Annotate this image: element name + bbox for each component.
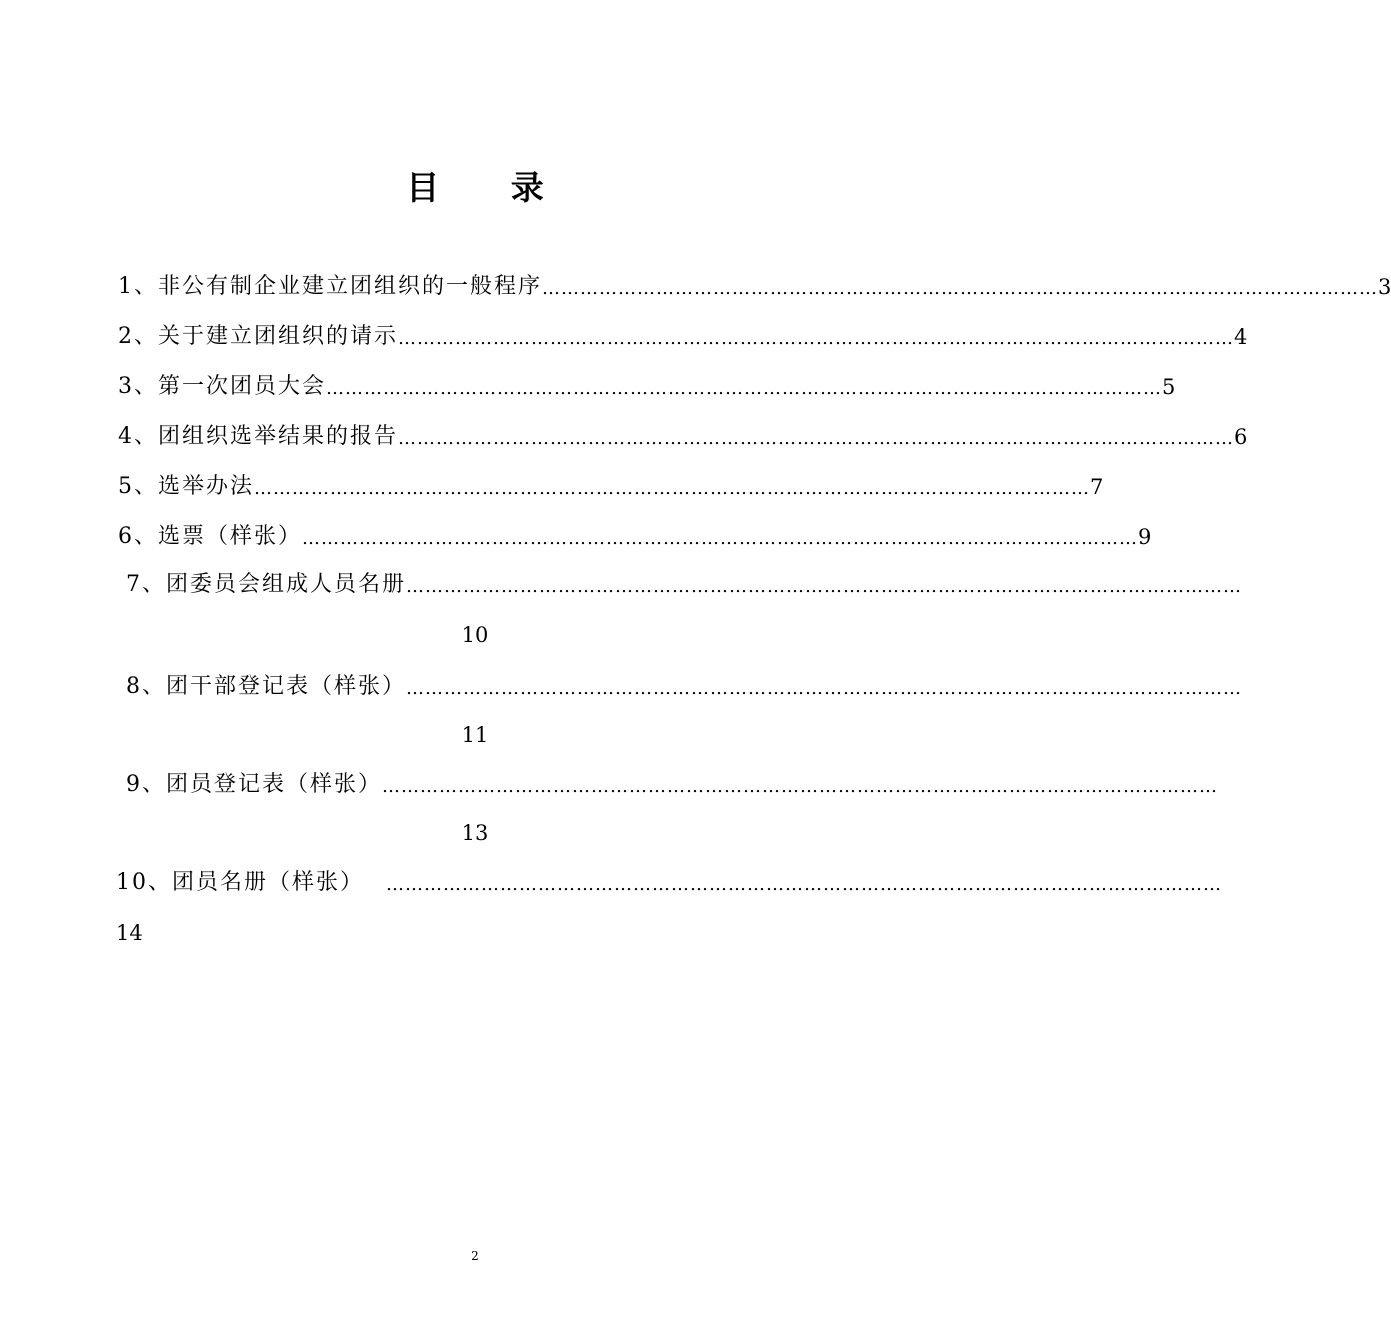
toc-leader-dots: …………………………………………………………………………………………………………………… [406,576,1242,597]
toc-entry-label: 3、第一次团员大会 [118,374,326,399]
toc-page-number: 4 [1234,325,1248,349]
toc-entry[interactable] [126,770,1218,800]
toc-entry-label: 2、关于建立团组织的请示 [118,324,398,349]
toc-entry[interactable] [118,522,1152,552]
toc-page-number: 11 [461,723,489,747]
toc-leader-dots: …………………………………………………………………………………………………………………… [542,278,1378,299]
toc-entry[interactable] [118,322,1248,352]
toc-entry[interactable] [118,272,1391,302]
toc-entry[interactable] [118,472,1104,502]
toc-leader-dots: …………………………………………………………………………………………………………………… [398,428,1234,449]
footer-page-number: 2 [471,1249,479,1263]
toc-page-number: 13 [461,821,489,845]
toc-leader-dots: …………………………………………………………………………………………………………………… [326,378,1162,399]
toc-page-number: 7 [1090,475,1104,499]
toc-entry-label: 9、团员登记表（样张） [126,772,382,797]
toc-leader-dots: …………………………………………………………………………………………………………………… [302,528,1138,549]
toc-page-number: 3 [1378,275,1391,299]
page-title: 目 录 [406,168,574,207]
toc-leader-dots: …………………………………………………………………………………………………………………… [386,874,1222,895]
toc-page-number: 9 [1138,525,1152,549]
toc-page-number: 10 [461,623,489,647]
toc-leader-dots: …………………………………………………………………………………………………………………… [254,478,1090,499]
toc-entry-label: 5、选举办法 [118,474,254,499]
toc-entry-label: 10、团员名册（样张） [116,870,364,895]
toc-entry-label: 6、选票（样张） [118,524,302,549]
toc-page-number: 14 [116,921,143,945]
toc-entry[interactable] [126,672,1242,702]
toc-entry-label: 7、团委员会组成人员名册 [126,572,406,597]
toc-entry-label: 4、团组织选举结果的报告 [118,424,398,449]
toc-entry[interactable] [118,422,1248,452]
toc-entry-label: 8、团干部登记表（样张） [126,674,406,699]
toc-leader-dots: …………………………………………………………………………………………………………………… [406,678,1242,699]
toc-page-number: 6 [1234,425,1248,449]
toc-entry[interactable] [116,868,1222,898]
toc-entry[interactable] [118,372,1176,402]
toc-leader-dots: …………………………………………………………………………………………………………………… [398,328,1234,349]
toc-entry-label: 1、非公有制企业建立团组织的一般程序 [118,274,542,299]
toc-entry[interactable] [126,570,1242,600]
toc-page-number: 5 [1162,375,1176,399]
toc-leader-dots: …………………………………………………………………………………………………………………… [382,776,1218,797]
